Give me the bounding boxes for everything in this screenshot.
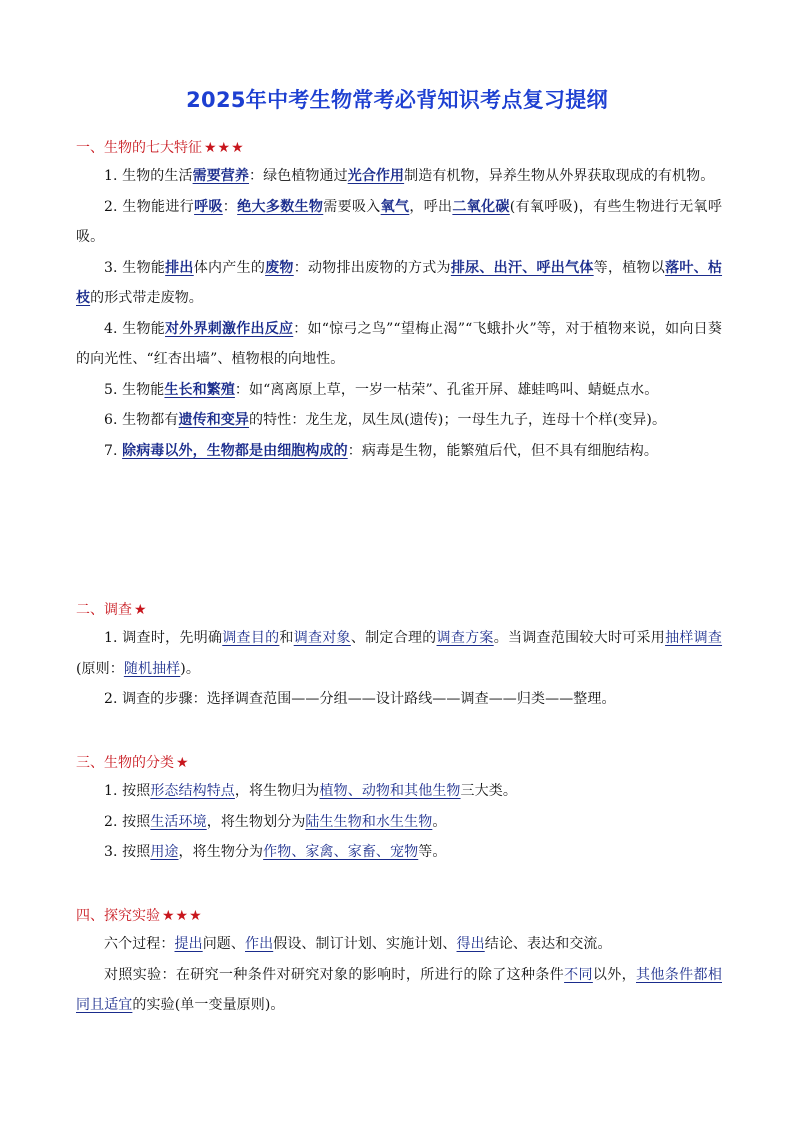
paragraph-text: 1. 调查时，先明确 [104,630,223,646]
keyword-highlight: 作出 [245,936,274,952]
section-inquiry-experiment [76,906,722,1021]
keyword-highlight: 其他条件都相同且适宜 [76,966,722,1013]
paragraph-text: 以外， [592,966,636,983]
keyword-highlight: 用途 [150,844,179,860]
body-paragraph [76,253,722,314]
keyword-highlight: 二氧化碳 [452,198,510,215]
paragraph-text: 5. 生物能 [104,381,165,398]
keyword-highlight: 抽样调查 [665,630,723,646]
section-body [76,929,722,1021]
paragraph-text: 对照实验：在研究一种条件对研究对象的影响时，所进行的除了这种条件 [104,966,565,983]
keyword-highlight: 氧气 [380,198,410,215]
keyword-highlight: 废物 [265,259,294,276]
section-body [76,776,722,868]
paragraph-text: 3. 生物能 [104,259,166,276]
keyword-highlight: 排尿、出汗、呼出气体 [450,259,594,276]
keyword-highlight: 需要营养 [192,168,250,184]
section-classification [76,753,722,868]
paragraph-text: 的实验(单一变量原则)。 [132,997,285,1013]
body-paragraph [76,776,722,807]
paragraph-text: 的特性：龙生龙，凤生凤(遗传)；一母生九子，连母十个样(变异)。 [249,412,667,428]
section-heading [76,600,722,620]
paragraph-text: 结论、表达和交流。 [484,936,612,952]
paragraph-text: 。 [432,813,447,830]
keyword-highlight: 光合作用 [347,168,405,184]
paragraph-text: 的形式带走废物。 [90,290,203,306]
paragraph-text: ： [222,198,238,215]
keyword-highlight: 作物、家禽、家畜、宠物 [263,844,419,860]
keyword-highlight: 调查方案 [436,630,494,646]
keyword-highlight: 遗传和变异 [178,412,250,428]
document-title: 2025年中考生物常考必背知识考点复习提纲 [186,88,608,112]
paragraph-text: 2. 调查的步骤：选择调查范围——分组——设计路线——调查——归类——整理。 [104,691,616,707]
keyword-highlight: 对外界刺激作出反应 [165,320,294,337]
paragraph-text: 三大类。 [460,783,517,799]
keyword-highlight: 调查对象 [293,630,351,646]
star-rating-icon: ★ [176,755,190,771]
section-heading [76,753,722,773]
paragraph-text: 1. 按照 [104,783,151,799]
keyword-highlight: 得出 [456,936,485,952]
paragraph-text: 、制定合理的 [350,630,437,646]
keyword-highlight: 落叶、枯枝 [76,259,723,306]
paragraph-text: ，呼出 [409,198,453,215]
paragraph-text: 等。 [418,844,447,860]
paragraph-text: ：如“离离原上草，一岁一枯荣”、孔雀开屏、雄蛙鸣叫、蜻蜓点水。 [234,381,659,398]
section-heading [76,138,722,158]
paragraph-text: 需要吸入 [323,198,381,215]
keyword-highlight: 形态结构特点 [150,783,235,799]
keyword-highlight: 提出 [174,936,203,952]
keyword-highlight: 调查目的 [222,630,280,646]
section-heading-text: 三、生物的分类 [76,755,174,771]
star-rating-icon: ★ [134,602,148,618]
paragraph-text: ，将生物分为 [178,844,264,860]
paragraph-text: 制造有机物，异养生物从外界获取现成的有机物。 [404,168,715,184]
keyword-highlight: 生活环境 [150,813,207,830]
section-survey [76,600,722,715]
paragraph-text: ，将生物划分为 [206,813,306,830]
paragraph-text: ：病毒是生物，能繁殖后代，但不具有细胞结构。 [347,442,658,459]
star-rating-icon: ★★★ [162,908,203,924]
paragraph-text: 4. 生物能 [104,320,166,337]
paragraph-text: 等，植物以 [593,259,666,276]
keyword-highlight: 植物、动物和其他生物 [319,783,461,799]
star-rating-icon: ★★★ [204,140,245,156]
paragraph-text: 问题、 [202,936,246,952]
section-heading-text: 二、调查 [76,602,132,618]
keyword-highlight: 除病毒以外，生物都是由细胞构成的 [122,442,348,459]
body-paragraph [76,161,722,192]
paragraph-text: (有氧呼吸)，有些生物进行无氧呼吸。 [76,198,723,245]
keyword-highlight: 随机抽样 [123,660,181,677]
paragraph-text: ：绿色植物通过 [249,168,348,184]
body-paragraph [76,375,722,406]
paragraph-text: 2. 按照 [104,813,151,830]
paragraph-text: ：动物排出废物的方式为 [293,259,451,276]
paragraph-text: 3. 按照 [104,844,151,860]
paragraph-text: )。 [180,660,200,677]
body-paragraph [76,192,722,253]
paragraph-text: 。当调查范围较大时可采用 [493,630,666,646]
keyword-highlight: 排出 [165,259,194,276]
section-heading-text: 四、探究实验 [76,908,160,924]
paragraph-text: 2. 生物能进行 [104,198,195,215]
section-body [76,623,722,715]
body-paragraph [76,314,722,375]
paragraph-text: 1. 生物的生活 [104,168,193,184]
section-body [76,161,722,466]
paragraph-text: 体内产生的 [193,259,266,276]
body-paragraph [76,436,722,467]
body-paragraph [76,960,722,1021]
paragraph-text: 7. [104,442,123,459]
paragraph-text: ：如“惊弓之鸟”“望梅止渴”“飞蛾扑火”等，对于植物来说，如向日葵的向光性、“红杏出墙”、植物根的向地性。 [76,320,722,367]
body-paragraph [76,929,722,960]
paragraph-text: (原则： [76,660,124,677]
section-characteristics [76,138,722,466]
body-paragraph [76,405,722,436]
body-paragraph [76,623,722,684]
keyword-highlight: 陆生生物和水生生物 [305,813,433,830]
keyword-highlight: 不同 [564,966,593,983]
section-heading-text: 一、生物的七大特征 [76,140,202,156]
keyword-highlight: 绝大多数生物 [237,198,324,215]
keyword-highlight: 生长和繁殖 [164,381,235,398]
paragraph-text: 六个过程： [104,936,175,952]
paragraph-text: 和 [279,630,294,646]
keyword-highlight: 呼吸 [194,198,223,215]
body-paragraph [76,807,722,838]
body-paragraph [76,684,722,715]
paragraph-text: 6. 生物都有 [104,412,179,428]
section-heading [76,906,722,926]
body-paragraph [76,837,722,868]
paragraph-text: ，将生物归为 [234,783,320,799]
paragraph-text: 假设、制订计划、实施计划、 [273,936,457,952]
